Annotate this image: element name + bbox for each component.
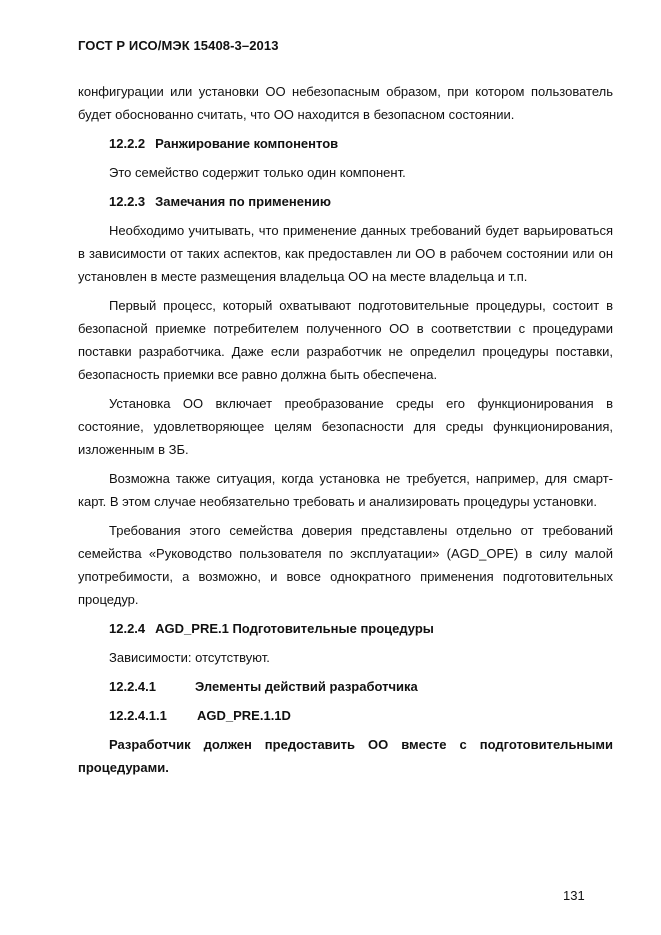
section-number: 12.2.4.1.1 bbox=[109, 708, 167, 723]
paragraph: Требования этого семейства доверия представлены отдельно от требований семейства «Руководство пользователя по эксплуатации» (AGD_OPE) в силу малой употребимости, а возможно, и вовсе однократного применения подготовительных процедур. bbox=[78, 523, 613, 607]
section-title: AGD_PRE.1.1D bbox=[197, 708, 291, 723]
section-number: 12.2.3 bbox=[109, 194, 146, 209]
dependencies-line: Зависимости: отсутствуют. bbox=[109, 650, 270, 665]
page-number: 131 bbox=[563, 888, 585, 903]
section-title: AGD_PRE.1 Подготовительные процедуры bbox=[155, 621, 434, 636]
section-number: 12.2.4 bbox=[109, 621, 146, 636]
paragraph: Установка ОО включает преобразование среды его функционирования в состояние, удовлетворяющее целям безопасности для среды функционирования, изложенным в ЗБ. bbox=[78, 396, 613, 457]
paragraph: Это семейство содержит только один компонент. bbox=[109, 165, 406, 180]
section-title: Ранжирование компонентов bbox=[155, 136, 339, 151]
developer-action-element: Разработчик должен предоставить ОО вместе с подготовительными процедурами. bbox=[78, 737, 613, 775]
paragraph: Первый процесс, который охватывают подготовительные процедуры, состоит в безопасной приемке потребителем полученного ОО в соответствии с процедурами поставки разработчика. Даже если разработчик не определил процедуры поставки, безопасность приемки все равно должна быть обеспечена. bbox=[78, 298, 613, 382]
section-heading-12-2-4-1 bbox=[109, 675, 613, 698]
continued-paragraph: конфигурации или установки ОО небезопасным образом, при котором пользователь будет обоснованно считать, что ОО находится в безопасном состоянии. bbox=[78, 84, 613, 122]
section-heading-12-2-4 bbox=[109, 617, 613, 640]
document-body bbox=[78, 80, 613, 785]
section-heading-12-2-2 bbox=[109, 132, 613, 155]
section-title: Элементы действий разработчика bbox=[195, 679, 418, 694]
section-number: 12.2.2 bbox=[109, 136, 146, 151]
section-heading-12-2-4-1-1 bbox=[109, 704, 613, 727]
section-number: 12.2.4.1 bbox=[109, 679, 156, 694]
paragraph: Необходимо учитывать, что применение данных требований будет варьироваться в зависимости от таких аспектов, как предоставлен ли ОО в рабочем состоянии или он установлен в месте размещения владельца ОО на месте владельца и т.п. bbox=[78, 223, 613, 284]
paragraph: Возможна также ситуация, когда установка не требуется, например, для смарт-карт. В этом случае необязательно требовать и анализировать процедуры установки. bbox=[78, 471, 613, 509]
section-heading-12-2-3 bbox=[109, 190, 613, 213]
section-title: Замечания по применению bbox=[155, 194, 331, 209]
document-header: ГОСТ Р ИСО/МЭК 15408-3–2013 bbox=[78, 38, 279, 53]
